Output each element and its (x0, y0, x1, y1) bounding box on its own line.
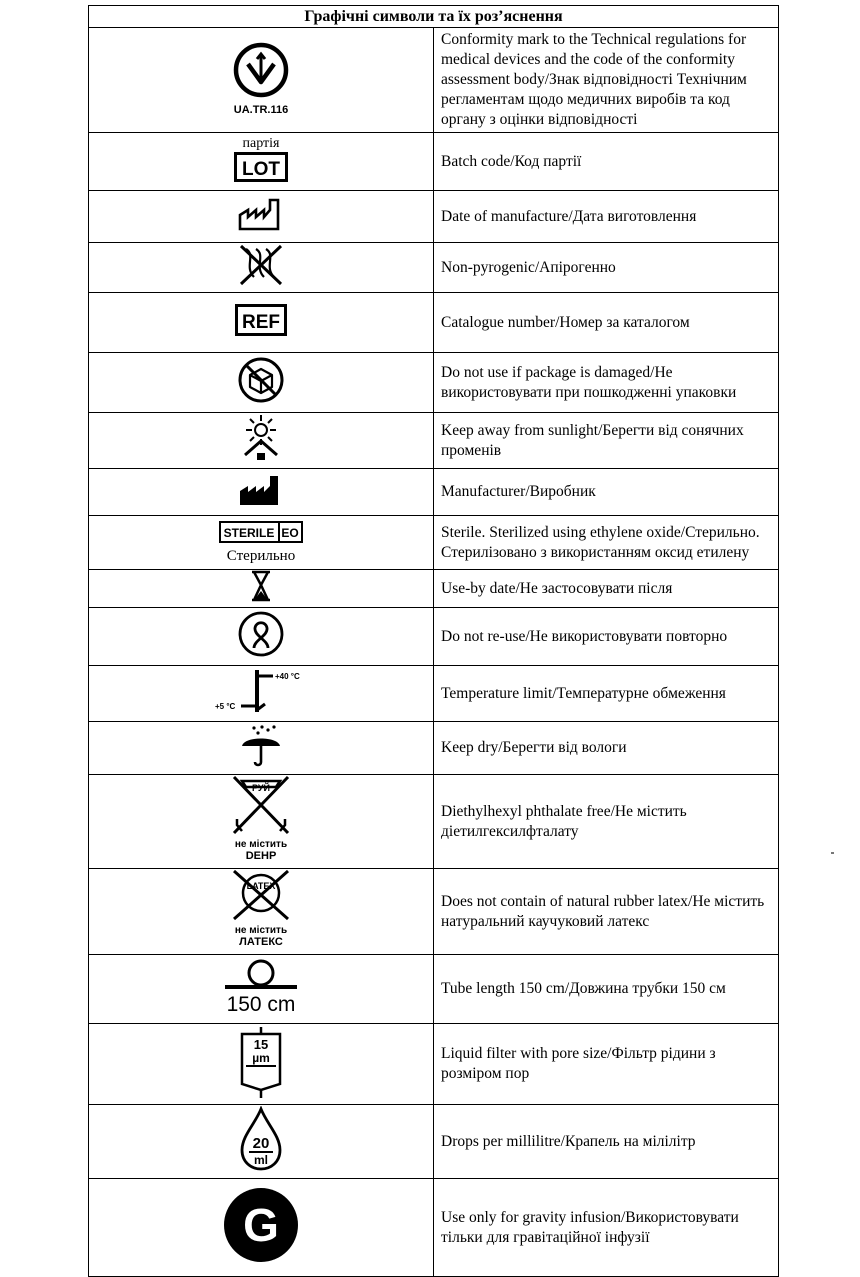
table-row (89, 28, 779, 133)
keep-away-sunlight-icon (236, 413, 286, 463)
icon-text: REF (242, 312, 280, 333)
table-row (89, 666, 779, 722)
row-text: Sterile. Sterilized using ethylene oxide/Стерильно. Стерилізовано з використанням оксид етилену (434, 516, 779, 570)
table-row (89, 191, 779, 243)
icon-text-3: DEHP (245, 850, 277, 862)
sterile-caption: Стерильно (226, 548, 296, 564)
do-not-reuse-icon (237, 610, 285, 658)
row-text: Conformity mark to the Technical regulations for medical devices and the code of the conformity assessment body/Знак відповідності Технічним регламентам щодо медичних виробів та код органу з оцінки відповідності (434, 28, 779, 133)
lot-icon (234, 152, 288, 182)
table-row (89, 570, 779, 608)
row-text: Diethylhexyl phthalate free/Не містить діетилгексилфталату (434, 775, 779, 869)
row-text: Liquid filter with pore size/Фільтр рідини з розміром пор (434, 1024, 779, 1105)
row-text: Do not use if package is damaged/Не використовувати при пошкодженні упаковки (434, 353, 779, 413)
date-of-manufacture-icon (237, 195, 285, 233)
table-row (89, 1105, 779, 1179)
icon-text: +40 °C (275, 672, 300, 681)
table-row (89, 869, 779, 955)
icon-text: 150 cm (226, 992, 296, 1016)
table-row (89, 516, 779, 570)
damaged-package-icon (236, 355, 286, 405)
icon-text-2: не містить (234, 839, 288, 850)
row-text: Drops per millilitre/Крапель на мілілітр (434, 1105, 779, 1179)
icon-text: LATEX (246, 881, 276, 891)
row-text: Tube length 150 cm/Довжина трубки 150 см (434, 955, 779, 1024)
row-text: Keep dry/Берегти від вологи (434, 722, 779, 775)
symbols-table (88, 5, 779, 1277)
table-row (89, 353, 779, 413)
row-text: Keep away from sunlight/Берегти від сонячних променів (434, 413, 779, 469)
ua-tr-conformity-mark-icon (221, 40, 301, 116)
table-row (89, 955, 779, 1024)
row-text: Catalogue number/Номер за каталогом (434, 293, 779, 353)
icon-text: 20 (252, 1135, 270, 1152)
table-row (89, 293, 779, 353)
ref-icon (235, 304, 287, 336)
drops-per-ml-icon (239, 1106, 283, 1172)
table-row (89, 775, 779, 869)
umbrella-icon (238, 724, 284, 768)
table-row (89, 722, 779, 775)
row-text: Manufacturer/Виробник (434, 469, 779, 516)
row-text: Use only for gravity infusion/Використовувати тільки для гравітаційної інфузії (434, 1179, 779, 1277)
table-row (89, 608, 779, 666)
row-text: Batch code/Код партії (434, 133, 779, 191)
row-text: Do not re-use/Не використовувати повторно (434, 608, 779, 666)
table-row (89, 1179, 779, 1277)
icon-text: LOT (242, 159, 280, 180)
sterile-eo-icon (219, 521, 303, 543)
row-text: Date of manufacture/Дата виготовлення (434, 191, 779, 243)
icon-text: UA.TR.116 (233, 103, 289, 116)
scan-speck (831, 852, 834, 854)
row-text: Non-pyrogenic/Апірогенно (434, 243, 779, 293)
liquid-filter-icon (236, 1026, 286, 1098)
icon-text-2: EO (281, 526, 299, 540)
lot-caption: партія (242, 136, 280, 151)
icon-text: РУЙ (252, 783, 270, 793)
latex-free-icon (220, 869, 302, 949)
icon-text-2: ml (253, 1153, 269, 1167)
table-row (89, 1024, 779, 1105)
row-text: Temperature limit/Температурне обмеження (434, 666, 779, 722)
hourglass-icon (249, 570, 273, 602)
gravity-infusion-icon (222, 1186, 300, 1264)
icon-text: 15 (253, 1036, 269, 1052)
icon-text-2: µm (252, 1050, 270, 1065)
tube-length-icon (219, 958, 303, 1016)
icon-text-2: не містить (234, 925, 288, 936)
manufacturer-icon (237, 473, 285, 507)
icon-text: G (243, 1199, 279, 1251)
dehp-free-icon (220, 775, 302, 863)
non-pyrogenic-icon (236, 243, 286, 287)
temperature-limit-icon (213, 666, 309, 716)
row-text: Does not contain of natural rubber latex/Не містить натуральний каучуковий латекс (434, 869, 779, 955)
table-row (89, 469, 779, 516)
icon-text: STERILE (223, 526, 275, 540)
icon-text-2: +5 °C (215, 702, 236, 711)
table-header: Графічні символи та їх роз’яснення (89, 6, 779, 28)
table-row (89, 133, 779, 191)
table-row (89, 413, 779, 469)
row-text: Use-by date/Не застосовувати після (434, 570, 779, 608)
icon-text-3: ЛАТЕКС (239, 936, 283, 948)
table-row (89, 243, 779, 293)
